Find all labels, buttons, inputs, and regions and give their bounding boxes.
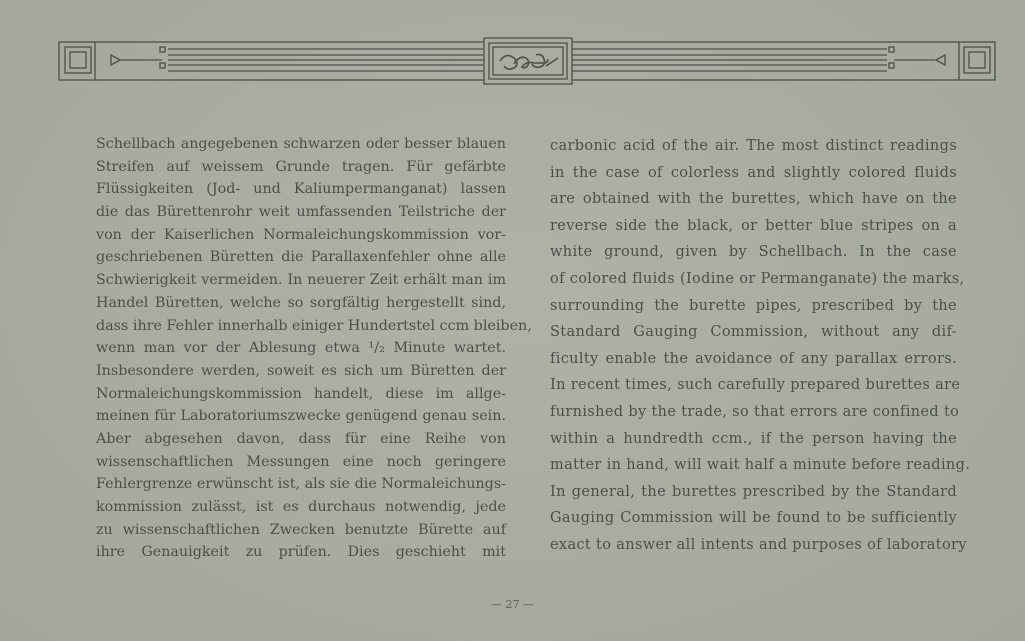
- header-ornament: [0, 0, 1025, 100]
- english-line: reverse side the black, or better blue stripes on a: [550, 217, 957, 234]
- english-line: exact to answer all intents and purposes of laboratory: [550, 536, 967, 553]
- english-line: of colored fluids (Iodine or Permanganate) the marks,: [550, 270, 965, 287]
- english-line: within a hundredth ccm., if the person having the: [550, 430, 957, 447]
- german-line: kommission zulässt, ist es durchaus notwendig, jede: [96, 499, 506, 515]
- english-line: matter in hand, will wait half a minute before reading.: [550, 457, 971, 474]
- german-line: Schellbach angegebenen schwarzen oder besser blauen: [96, 136, 506, 152]
- english-line: In general, the burettes prescribed by the Standard: [550, 483, 957, 500]
- english-line: Standard Gauging Commission, without any dif-: [550, 324, 957, 341]
- german-line: Aber abgesehen davon, dass für eine Reihe von: [96, 430, 506, 447]
- english-column: [550, 133, 971, 559]
- german-line: Streifen auf weissem Grunde tragen. Für gefärbte: [96, 158, 506, 175]
- german-line: wissenschaftlichen Messungen eine noch geringere: [96, 453, 506, 470]
- german-line: Schwierigkeit vermeiden. In neuerer Zeit erhält man im: [96, 272, 506, 289]
- german-line: Handel Büretten, welche so sorgfältig hergestellt sind,: [96, 294, 506, 311]
- english-line: are obtained with the burettes, which have on the: [550, 191, 957, 208]
- left-triangle-icon: [111, 55, 120, 65]
- page-number: — 27 —: [491, 598, 534, 611]
- german-line: geschriebenen Büretten die Parallaxenfehler ohne alle: [96, 249, 506, 266]
- german-line: Fehlergrenze erwünscht ist, als sie die Normaleichungs-: [96, 476, 506, 493]
- german-line: Normaleichungskommission handelt, diese im allge-: [96, 385, 506, 402]
- right-triangle-icon: [936, 55, 945, 65]
- english-line: Gauging Commission will be found to be sufficiently: [550, 510, 957, 527]
- german-line: zu wissenschaftlichen Zwecken benutzte Bürette auf: [96, 521, 506, 538]
- english-line: furnished by the trade, so that errors are confined to: [550, 403, 960, 420]
- german-line: Insbesondere werden, soweit es sich um Büretten der: [96, 362, 506, 379]
- english-line: in the case of colorless and slightly colored fluids: [550, 164, 957, 181]
- left-square-icon: [65, 47, 91, 73]
- english-line: white ground, given by Schellbach. In the case: [550, 244, 957, 261]
- english-line: In recent times, such carefully prepared burettes are: [550, 377, 961, 394]
- german-line: dass ihre Fehler innerhalb einiger Hundertstel ccm bleiben,: [96, 317, 532, 334]
- english-line: surrounding the burette pipes, prescribed by the: [550, 297, 957, 314]
- german-line: meinen für Laboratoriumszwecke genügend genau sein.: [96, 408, 506, 425]
- english-line: carbonic acid of the air. The most distinct readings: [550, 138, 957, 154]
- german-column: [96, 133, 532, 564]
- german-line: von der Kaiserlichen Normaleichungskommission vor-: [96, 226, 506, 243]
- german-line: wenn man vor der Ablesung etwa ¹/₂ Minute wartet.: [96, 340, 506, 357]
- german-line: die das Bürettenrohr weit umfassenden Teilstriche der: [96, 204, 506, 221]
- german-line: Flüssigkeiten (Jod- und Kaliumpermanganat) lassen: [96, 181, 506, 198]
- right-square-icon: [964, 47, 990, 73]
- english-line: ficulty enable the avoidance of any parallax errors.: [550, 350, 957, 367]
- german-line: ihre Genauigkeit zu prüfen. Dies geschieht mit: [96, 544, 506, 561]
